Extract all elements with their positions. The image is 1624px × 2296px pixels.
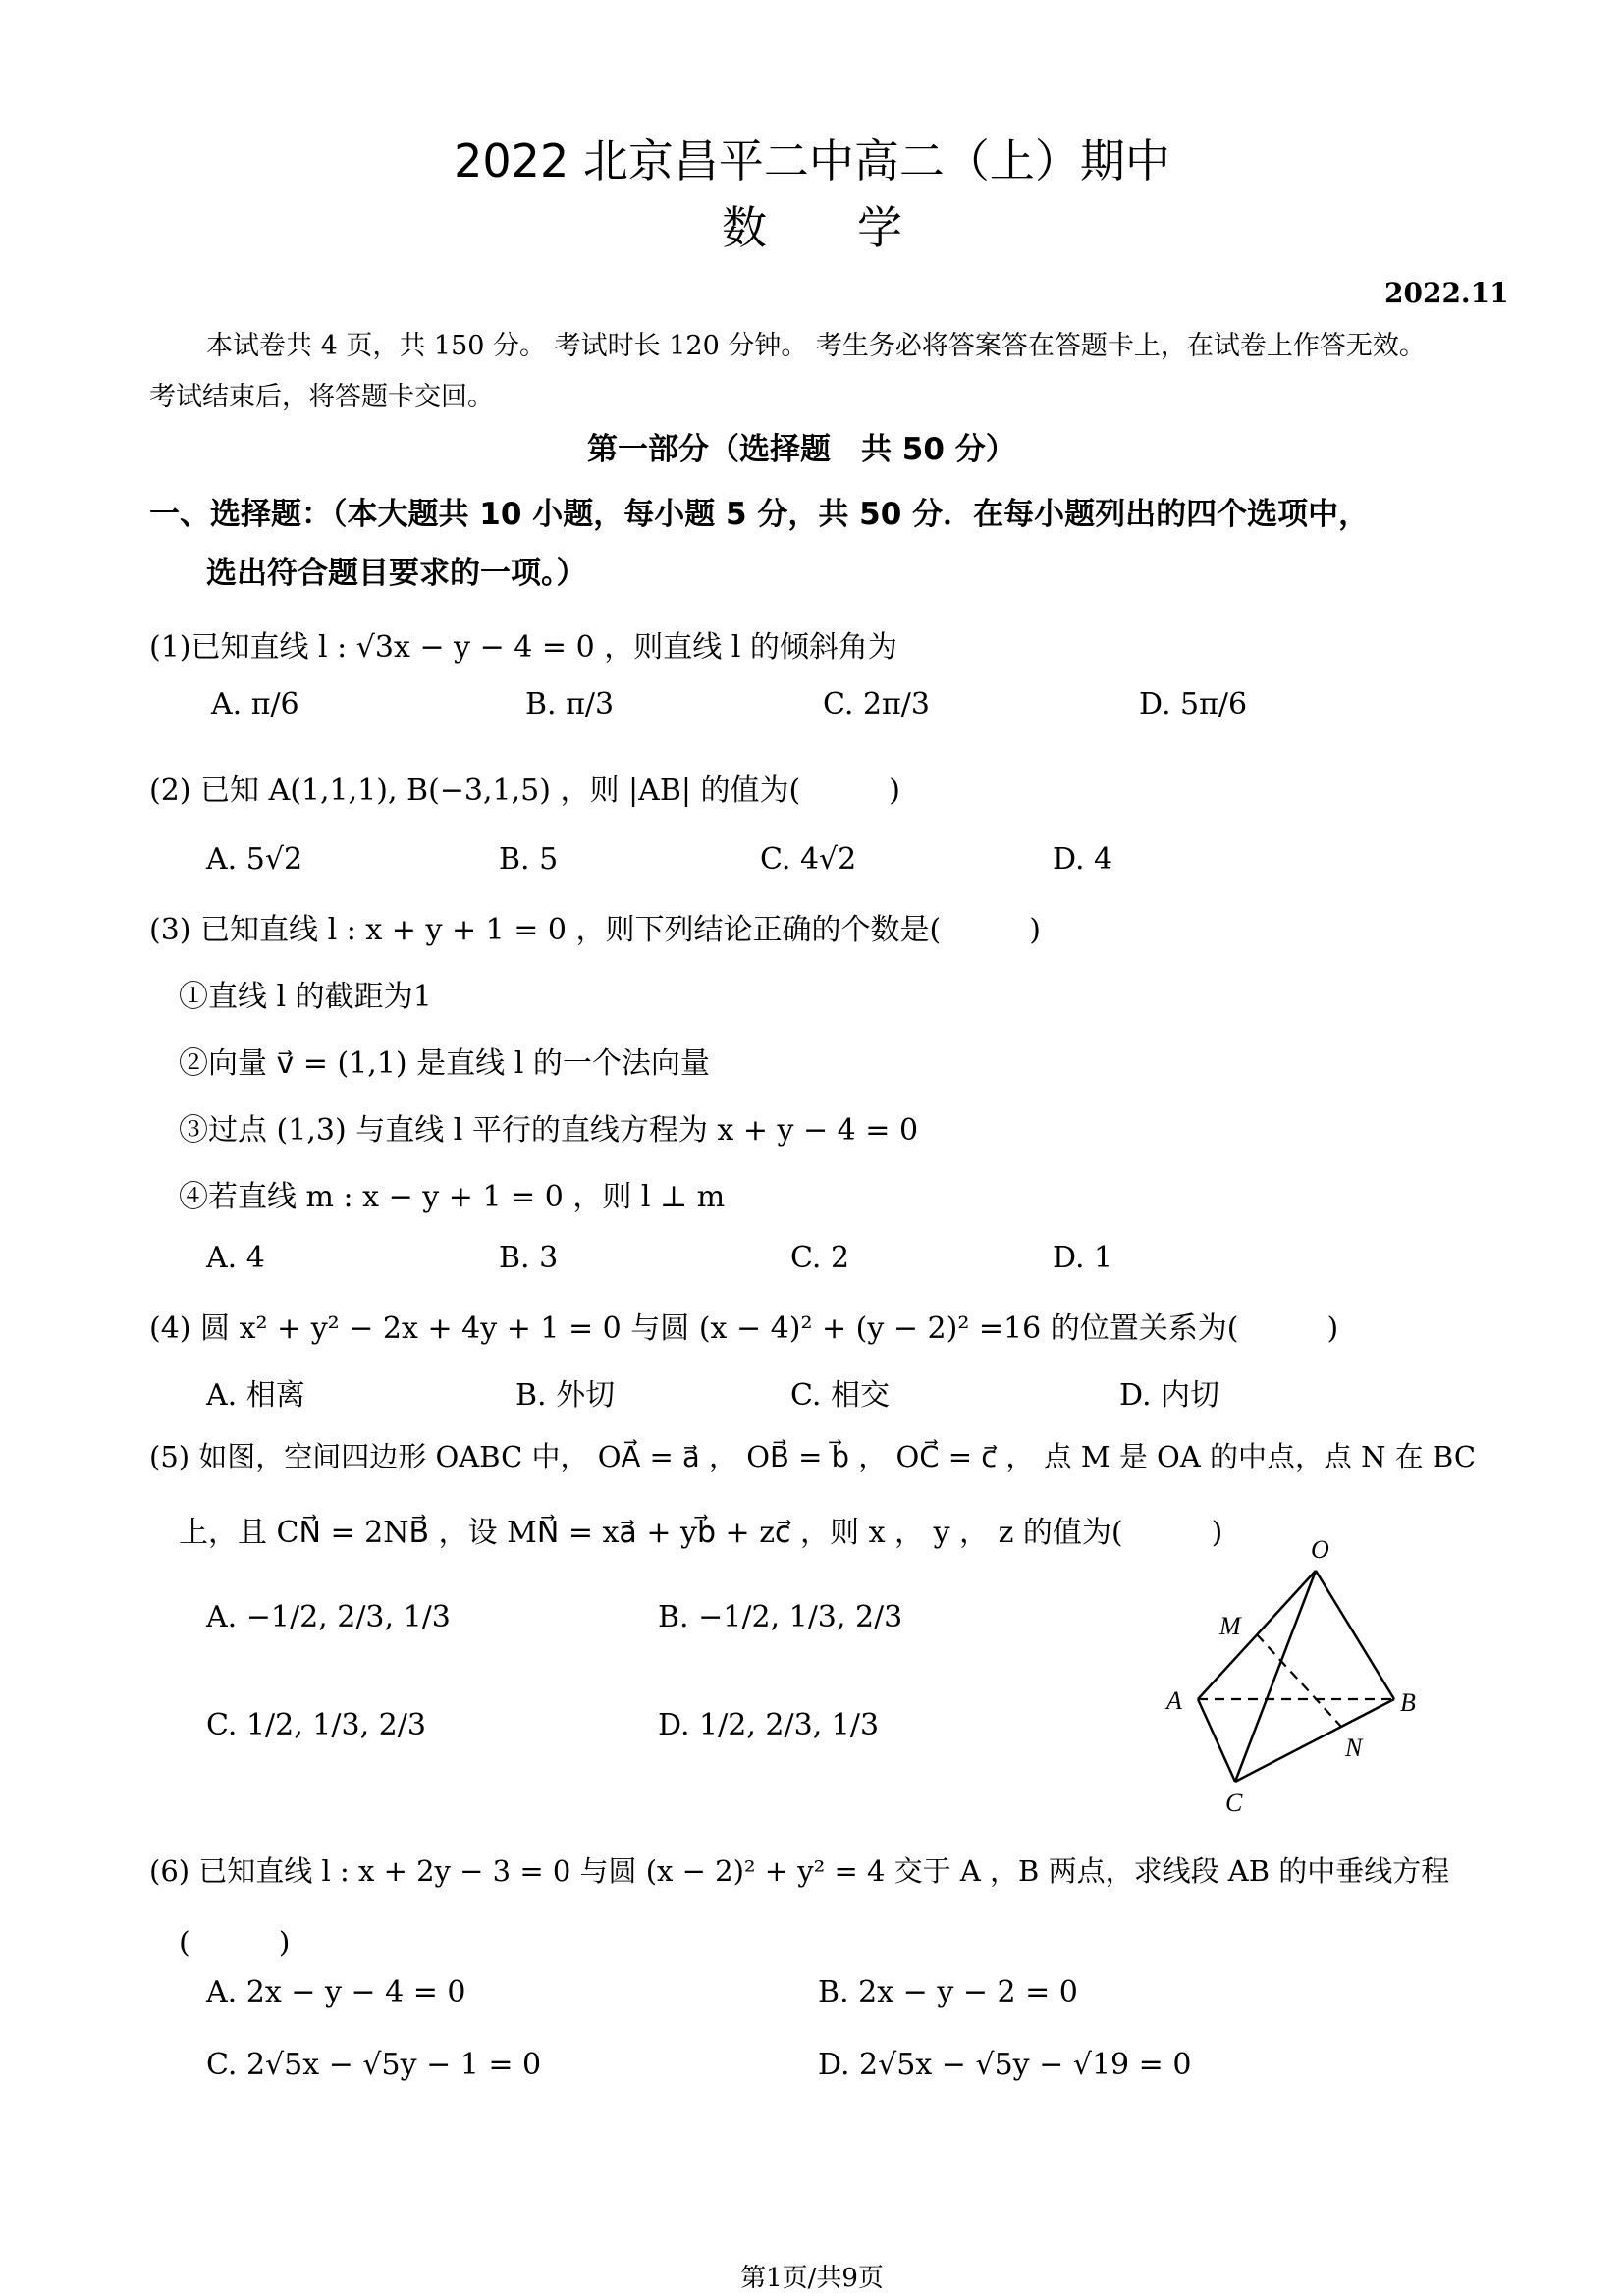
q1-option-c: C. 2π/3 <box>823 687 930 721</box>
q1-option-d: D. 5π/6 <box>1139 687 1248 721</box>
subject-title: 数 学 <box>722 201 902 254</box>
q6-option-c: C. 2√5x − √5y − 1 = 0 <box>206 2048 542 2082</box>
q3-option-c: C. 2 <box>790 1241 850 1275</box>
q6-option-d: D. 2√5x − √5y − √19 = 0 <box>818 2048 1192 2082</box>
intro-line-1: 本试卷共 4 页，共 150 分。 考试时长 120 分钟。 考生务必将答案答在答题卡上，在试卷上作答无效。 <box>206 331 1426 361</box>
edge-ac <box>1198 1699 1235 1782</box>
edge-oc <box>1235 1571 1316 1782</box>
label-m: M <box>1219 1612 1241 1640</box>
q5-option-d: D. 1/2, 2/3, 1/3 <box>658 1708 880 1742</box>
label-o: O <box>1311 1536 1329 1564</box>
edge-bc <box>1235 1699 1394 1782</box>
q4-option-b: B. 外切 <box>515 1378 616 1413</box>
q5-option-c: C. 1/2, 1/3, 2/3 <box>206 1708 426 1742</box>
section-instructions-line-2: 选出符合题目要求的一项。） <box>206 556 587 591</box>
label-b: B <box>1400 1688 1416 1717</box>
label-n: N <box>1345 1734 1363 1762</box>
q3-statement-3: ③过点 (1,3) 与直线 l 平行的直线方程为 x + y − 4 = 0 <box>179 1113 919 1148</box>
edge-ob <box>1316 1571 1394 1699</box>
q2-option-c: C. 4√2 <box>760 842 857 877</box>
q2-option-a: A. 5√2 <box>206 842 303 877</box>
q3-option-b: B. 3 <box>499 1241 559 1275</box>
q1-option-a: A. π/6 <box>211 687 299 721</box>
q5-stem-line-1: (5) 如图，空间四边形 OABC 中， OA⃗ = a⃗ ， OB⃗ = b⃗ ， OC⃗ = c⃗ ， 点 M 是 OA 的中点，点 N 在 BC <box>149 1440 1477 1473</box>
q3-statement-4: ④若直线 m : x − y + 1 = 0 ，则 l ⊥ m <box>179 1180 726 1214</box>
q3-option-d: D. 1 <box>1053 1241 1113 1275</box>
q6-option-b: B. 2x − y − 2 = 0 <box>818 1975 1078 2009</box>
q3-statement-2: ②向量 v⃗ = (1,1) 是直线 l 的一个法向量 <box>179 1046 710 1081</box>
q1-option-b: B. π/3 <box>525 687 615 721</box>
q4-stem: (4) 圆 x² + y² − 2x + 4y + 1 = 0 与圆 (x − 4)² + (y − 2)² =16 的位置关系为( ) <box>149 1311 1339 1346</box>
q3-statement-1: ①直线 l 的截距为1 <box>179 980 432 1014</box>
exam-date: 2022.11 <box>1384 277 1509 309</box>
q4-option-d: D. 内切 <box>1119 1378 1220 1413</box>
part1-heading: 第一部分（选择题 共 50 分） <box>587 432 1016 467</box>
page-number: 第1页/共9页 <box>740 2264 884 2293</box>
q1-stem: (1)已知直线 l : √3x − y − 4 = 0 ，则直线 l 的倾斜角为 <box>149 630 897 665</box>
q3-stem: (3) 已知直线 l : x + y + 1 = 0 ，则下列结论正确的个数是( ) <box>149 913 1041 947</box>
q2-stem: (2) 已知 A(1,1,1), B(−3,1,5) ，则 |AB| 的值为( ) <box>149 774 900 808</box>
tetrahedron-figure <box>1149 1536 1443 1816</box>
q5-stem-line-2: 上，且 CN⃗ = 2NB⃗ ，设 MN⃗ = xa⃗ + yb⃗ + zc⃗ ，则 x ， y ， z 的值为( ) <box>179 1516 1223 1550</box>
q5-option-b: B. −1/2, 1/3, 2/3 <box>658 1600 903 1634</box>
q4-option-c: C. 相交 <box>790 1378 890 1413</box>
q2-option-b: B. 5 <box>499 842 559 877</box>
q6-stem-line-1: (6) 已知直线 l : x + 2y − 3 = 0 与圆 (x − 2)² + y² = 4 交于 A ，B 两点，求线段 AB 的中垂线方程 <box>149 1854 1450 1888</box>
label-a: A <box>1166 1686 1182 1715</box>
label-c: C <box>1225 1789 1243 1816</box>
exam-title: 2022 北京昌平二中高二（上）期中 <box>454 134 1170 187</box>
q6-option-a: A. 2x − y − 4 = 0 <box>206 1975 466 2009</box>
section-instructions-line-1: 一、选择题：（本大题共 10 小题，每小题 5 分，共 50 分．在每小题列出的四个选项中， <box>149 497 1370 532</box>
q2-option-d: D. 4 <box>1053 842 1113 877</box>
q6-stem-line-2: ( ) <box>179 1926 291 1960</box>
q5-option-a: A. −1/2, 2/3, 1/3 <box>206 1600 451 1634</box>
intro-line-2: 考试结束后，将答题卡交回。 <box>149 382 494 412</box>
q3-option-a: A. 4 <box>206 1241 265 1275</box>
q4-option-a: A. 相离 <box>206 1378 305 1413</box>
segment-mn <box>1257 1634 1341 1727</box>
